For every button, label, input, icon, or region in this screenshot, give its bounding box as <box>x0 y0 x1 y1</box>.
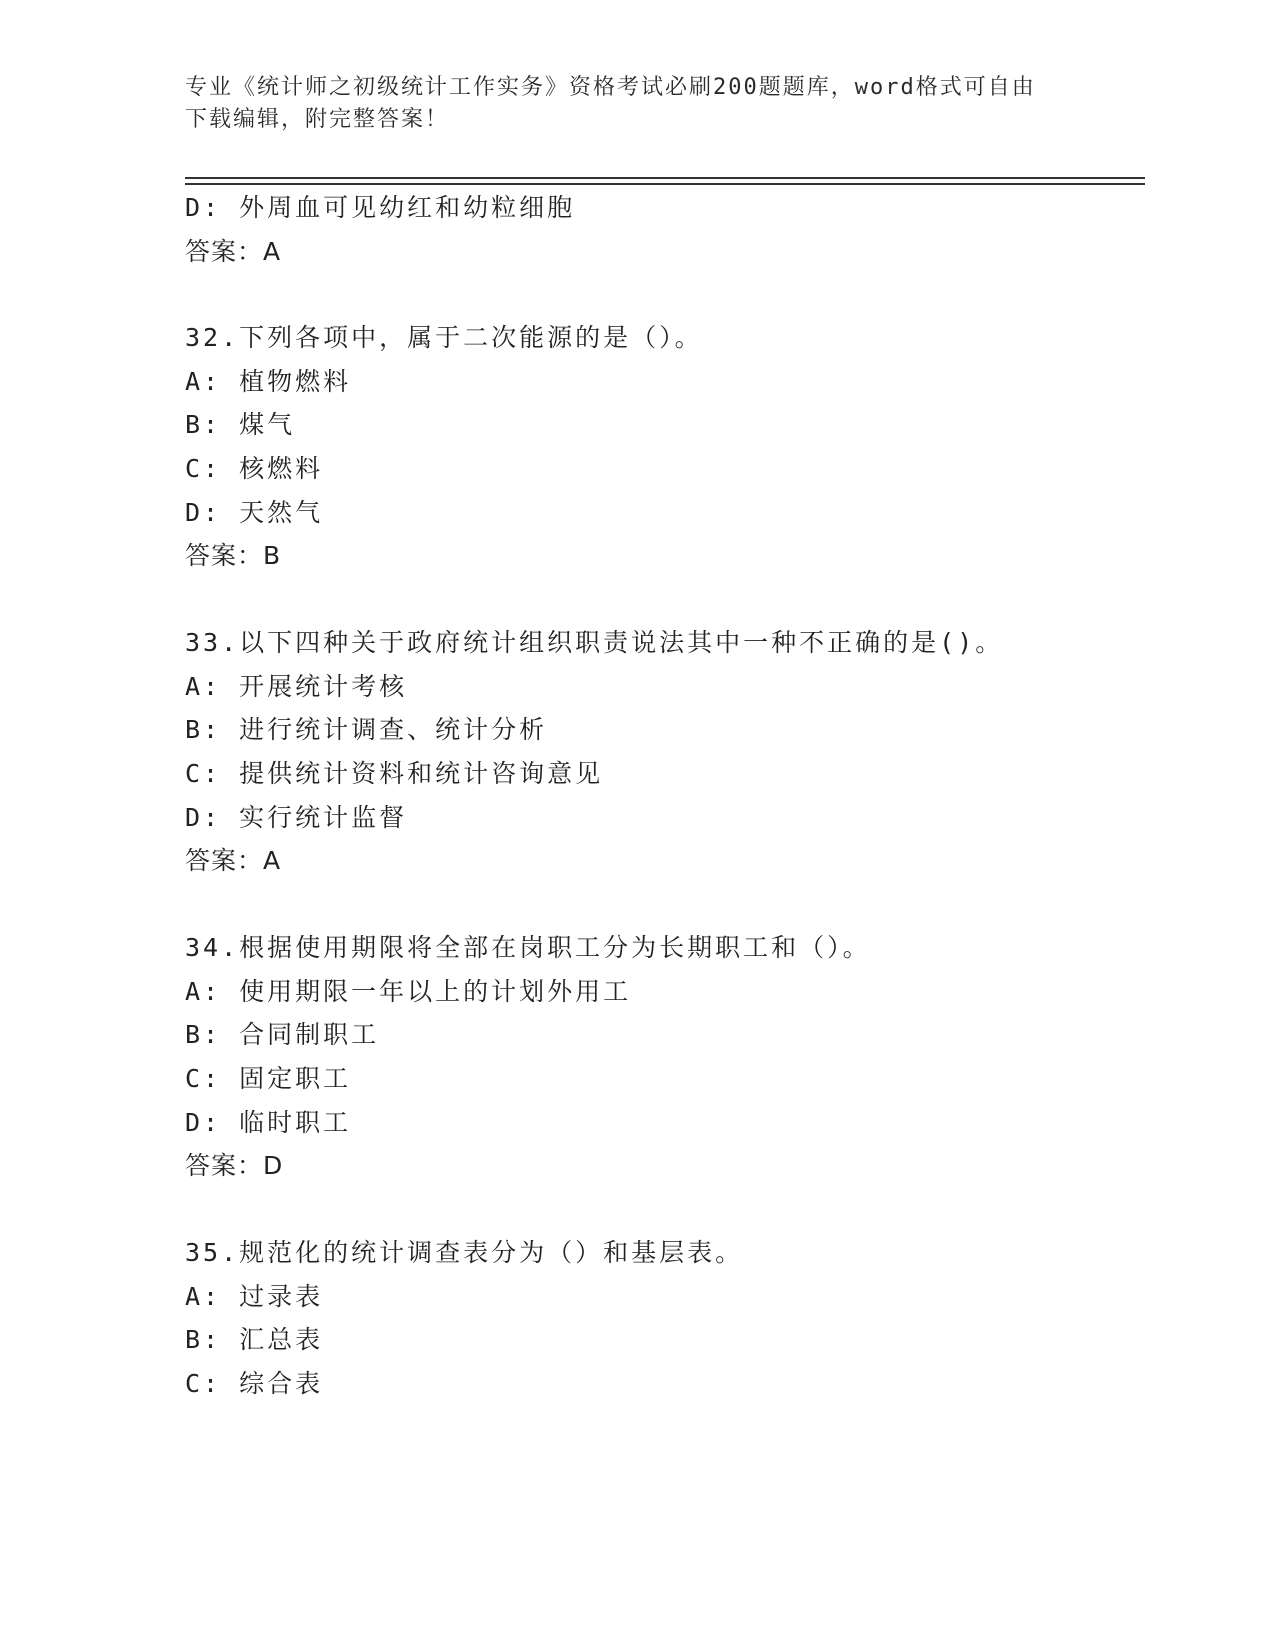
header-line-1: 专业《统计师之初级统计工作实务》资格考试必刷200题题库，word格式可自由 <box>185 75 1036 100</box>
question-33-answer: 答案：A <box>185 846 282 875</box>
question-33-stem: 33.以下四种关于政府统计组织职责说法其中一种不正确的是()。 <box>185 628 1004 657</box>
prev-answer: 答案：A <box>185 237 282 266</box>
question-35-option-c: C: 综合表 <box>185 1369 324 1398</box>
document-header <box>185 72 1085 136</box>
header-line-2: 下载编辑，附完整答案！ <box>185 107 450 132</box>
question-34-option-a: A: 使用期限一年以上的计划外用工 <box>185 977 632 1006</box>
question-33-option-a: A: 开展统计考核 <box>185 672 408 701</box>
question-32-answer: 答案：B <box>185 541 282 570</box>
question-35-option-a: A: 过录表 <box>185 1282 324 1311</box>
prev-option-d: D: 外周血可见幼红和幼粒细胞 <box>185 193 576 222</box>
question-34-option-b: B: 合同制职工 <box>185 1020 380 1049</box>
question-34-answer: 答案：D <box>185 1151 284 1180</box>
question-33-option-d: D: 实行统计监督 <box>185 803 408 832</box>
question-34-option-d: D: 临时职工 <box>185 1108 352 1137</box>
question-35-stem: 35.规范化的统计调查表分为（）和基层表。 <box>185 1238 744 1267</box>
question-34-stem: 34.根据使用期限将全部在岗职工分为长期职工和（）。 <box>185 933 871 962</box>
question-33-option-b: B: 进行统计调查、统计分析 <box>185 715 548 744</box>
header-divider-bottom <box>185 183 1145 185</box>
question-32-option-a: A: 植物燃料 <box>185 367 352 396</box>
question-35-option-b: B: 汇总表 <box>185 1325 324 1354</box>
question-33-option-c: C: 提供统计资料和统计咨询意见 <box>185 759 604 788</box>
question-34-option-c: C: 固定职工 <box>185 1064 352 1093</box>
question-32-option-d: D: 天然气 <box>185 498 324 527</box>
question-32-stem: 32.下列各项中，属于二次能源的是（）。 <box>185 323 703 352</box>
header-divider-top <box>185 177 1145 179</box>
question-32-option-b: B: 煤气 <box>185 410 296 439</box>
question-32-option-c: C: 核燃料 <box>185 454 324 483</box>
